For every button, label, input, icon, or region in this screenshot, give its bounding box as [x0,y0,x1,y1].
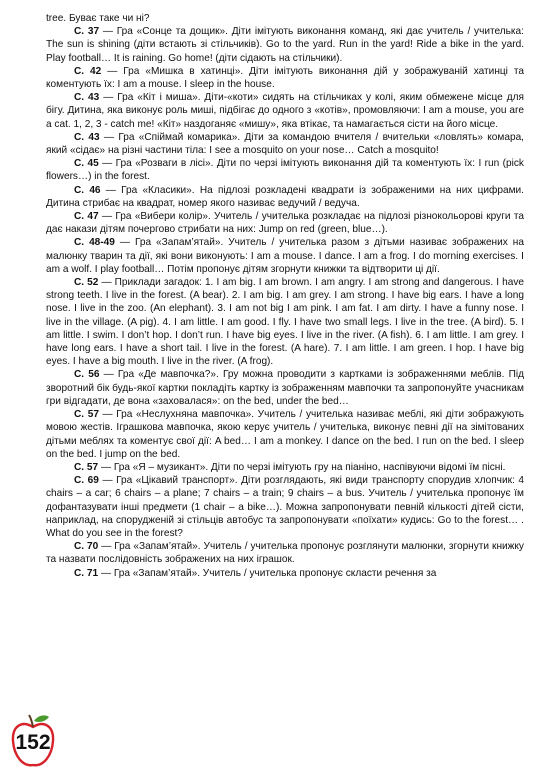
paragraph-text: — Гра «Вибери колір». Учитель / учителька розкладає на підлозі різнокольорові круги та дає накази дітям почергово стрибати на них: Jump on red (green, blue…). [46,211,524,236]
paragraph-text: — Гра «Цікавий транспорт». Діти розглядають, які види транспорту спорудив хлопчик: 4 chairs – a car; 6 chairs – a plane; 7 chairs – a train; 9 chairs – a bus. Учитель / учителька пропонує їм дофантазувати інші предмети (1 chair – a bike…). Можна запропонувати певній кількості дітей сісти, наприклад, на спорудженій зі стільців автобус та запропонувати «поїхати» кудись: Go to the forest… . What do you see in the forest? [46,475,524,539]
paragraph-text: — Гра «Кіт і миша». Діти-«коти» сидять на стільчиках у колі, яким обмежене місце для бігу. Дитина, яка виконує роль миші, підбігає до одного з «котів», промовляючи: I am a mouse, you are a cat. 1, 2, 3 - catch me! «Кіт» наздоганяє «мишу», яка втікає, та намагається сісти на його місце. [46,92,524,130]
section-reference: С. 43 [74,92,100,104]
paragraph [46,184,524,210]
section-reference: С. 43 [74,131,100,143]
paragraph-text: — Гра «Спіймай комарика». Діти за командою вчителя / вчительки «ловлять» комара, який «сідає» на різні частини тіла: I see a mosquito on your nose… Catch a mosquito! [46,131,524,157]
page-body [46,12,524,580]
section-reference: С. 47 [74,211,99,223]
section-reference: С. 71 [74,567,99,579]
paragraph-text: — Гра «Неслухняна мавпочка». Учитель / учителька називає меблі, які діти зображують мовою жестів. Іграшкова мавпочка, якою керує учитель / учителька, виконує певні дії на зімітованих дітьми меблях та коментує свої дії: A bed… I am a monkey. I dance on the bed. I run on the bed. I sleep on the bed. I jump on the bed. [46,409,524,460]
page-number-badge [10,712,56,772]
paragraph [46,91,524,131]
paragraph [46,65,524,91]
paragraph [46,474,524,540]
section-reference: С. 57 [74,461,99,473]
section-reference: С. 42 [74,65,102,77]
paragraph [46,408,524,461]
paragraph [46,157,524,183]
paragraph-text: — Гра «Розваги в лісі». Діти по черзі імітують виконання дій та коментують їх: I run (pick flowers…) in the forest. [46,158,524,183]
section-reference: С. 46 [74,184,101,196]
section-reference: С. 69 [74,475,99,487]
paragraph [46,461,524,474]
section-reference: С. 56 [74,369,100,381]
paragraph-text: — Гра «Я – музикант». Діти по черзі імітують гру на піаніно, наспівуючи відомі їм пісні. [98,461,506,473]
paragraph-text: — Гра «Класики». На підлозі розкладені квадрати із зображеними на них цифрами. Дитина стрибає на квадрат, номер якого називає ведучий / ведуча. [46,184,524,209]
paragraph-text: — Гра «Запам’ятай». Учитель / учителька пропонує скласти речення за [98,567,437,579]
paragraph [46,210,524,236]
section-reference: С. 52 [74,277,99,289]
paragraph [46,12,524,25]
paragraph-text: — Гра «Мишка в хатинці». Діти імітують виконання дій у зображуваній хатинці та коментують їх: I am a mouse. I sleep in the house. [46,65,524,91]
paragraph-text: — Гра «Запам’ятай». Учитель / учителька разом з дітьми називає зображених на малюнку тварин та дії, які вони виконують: I am a mouse. I dance. I am a frog. I do morning exercises. I am a wolf. I play football… Потім пропонує дітям згорнути книжки та відтворити ці дії. [46,237,524,275]
paragraph-text: — Гра «Запам’ятай». Учитель / учителька пропонує розглянути малюнки, згорнути книжку та назвати послідовність зображених на них іграшок. [46,541,524,566]
page-number: 152 [15,731,51,754]
paragraph [46,131,524,157]
paragraph [46,276,524,368]
paragraph [46,540,524,566]
paragraph [46,368,524,408]
paragraph-text: — Гра «Сонце та дощик». Діти імітують виконання команд, які дає учитель / учителька: The sun is shining (діти встають зі стільчиків). Go to the yard. Run in the yard! Ride a bike in the yard. Play football… It is raining. Go home! (діти сідають на стільчики). [46,26,524,64]
paragraph-text: tree. Буває таке чи ні? [46,13,150,24]
paragraph-text: — Гра «Де мавпочка?». Гру можна проводити з картками із зображеннями меблів. Під зворотний бік будь-якої картки покладіть картку із зображенням мавпочки та запропонуйте учасникам гри відгадати, де вона «заховалася»: on the bed, under the bed… [46,369,524,407]
section-reference: С. 48-49 [74,237,115,249]
section-reference: С. 70 [74,541,99,553]
paragraph [46,567,524,580]
section-reference: С. 37 [74,26,100,38]
paragraph-text: — Приклади загадок: 1. I am big. I am brown. I am angry. I am strong and dangerous. I have strong teeth. I live in the forest. (A bear). 2. I am big. I am grey. I am strong. I have big ears. I have a long nose. I live in the zoo. (An elephant). 3. I am not big I am pink. I am fat. I am dirty. I have a funny nose. I live in the village. (A pig). 4. I am little. I am good. I fly. I have two small legs. I live in the tree. (A bird). 5. I am little. I swim. I don’t hop. I don’t run. I have big eyes. I live in the river. (A fish). 6. I am little. I am grey. I have long ears. I have a short tail. I live in the forest. (A hare). 7. I am little. I am green. I hop. I have big eyes. I have a big mouth. I live in the river. (A frog). [46,277,524,368]
section-reference: С. 45 [74,158,99,170]
section-reference: С. 57 [74,409,99,421]
paragraph [46,25,524,65]
paragraph [46,236,524,276]
